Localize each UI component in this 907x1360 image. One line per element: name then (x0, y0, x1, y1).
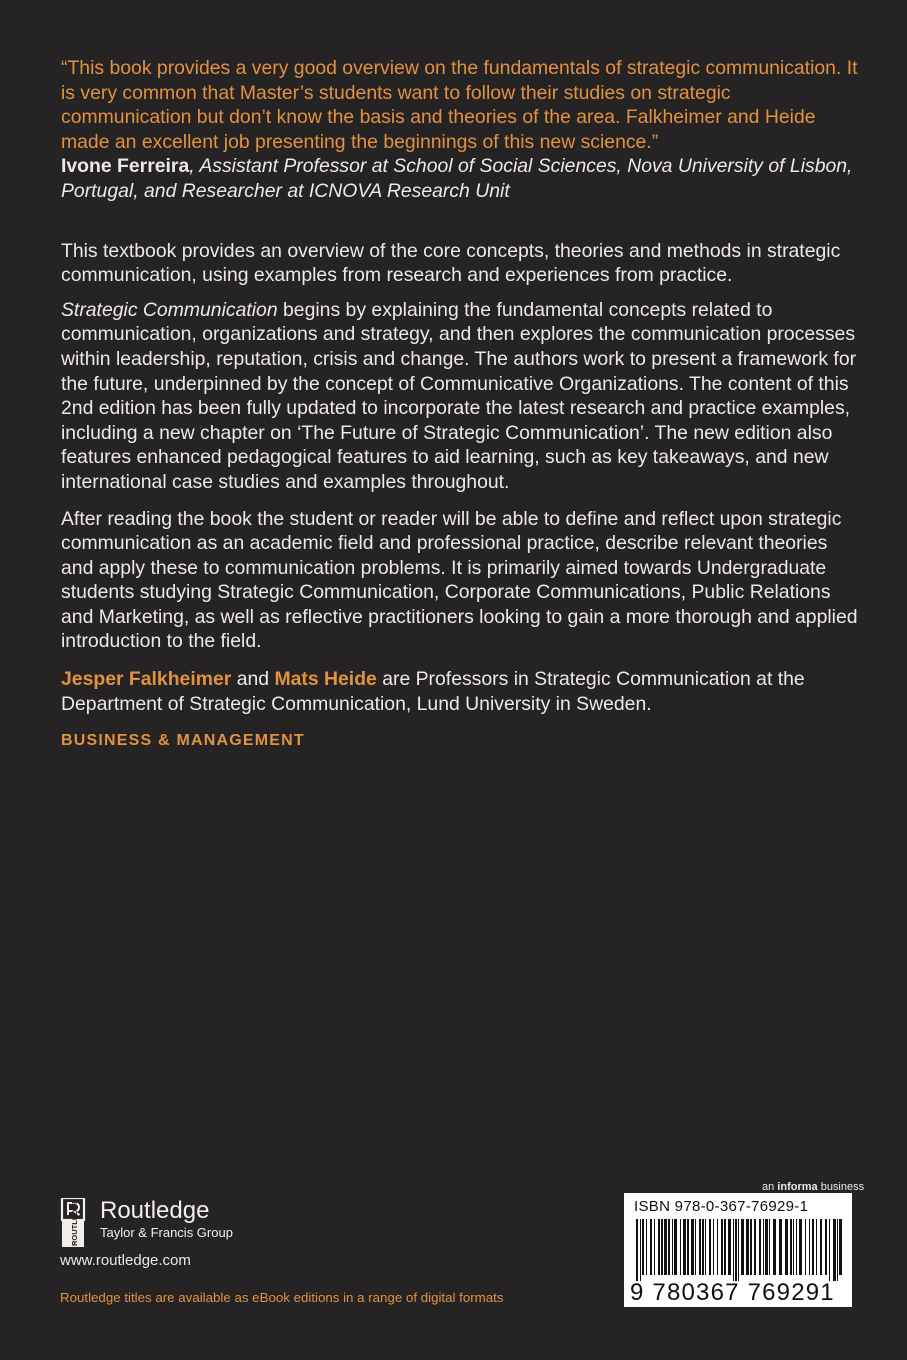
barcode-bar (812, 1219, 814, 1275)
barcode-bar (702, 1219, 704, 1275)
logo-vertical-text: ROUTLEDGE (70, 1198, 79, 1246)
barcode-bar (640, 1219, 641, 1281)
barcode-bar (799, 1219, 802, 1275)
barcode-bar (735, 1219, 737, 1281)
barcode-bar (668, 1219, 670, 1275)
informa-brand: informa (777, 1181, 818, 1193)
barcode-bar (759, 1219, 761, 1275)
barcode-bar (829, 1219, 830, 1281)
barcode-bar (738, 1219, 739, 1281)
barcode-bar (713, 1219, 714, 1275)
barcode-bar (721, 1219, 723, 1275)
ebook-note: Routledge titles are available as eBook editions in a range of digital formats (60, 1290, 504, 1305)
barcode-bar (672, 1219, 673, 1275)
barcode-bar (674, 1219, 677, 1275)
barcode-bar (728, 1219, 731, 1275)
barcode-bar (750, 1219, 752, 1275)
barcode-bar (664, 1219, 667, 1275)
barcode-bar (769, 1219, 770, 1275)
barcode-bar (661, 1219, 663, 1275)
barcode-bar (724, 1219, 726, 1275)
endorser-role: , Assistant Professor at School of Social Sciences, Nova University of Lisbon, Portugal, and Researcher at ICNOVA Research Unit (61, 155, 853, 202)
barcode-bar (833, 1219, 836, 1281)
barcode-bar (793, 1219, 794, 1275)
description-paragraph-3: After reading the book the student or reader will be able to define and reflect upon strategic communication as an academic field and professional practice, describe relevant theories and apply these to communication problems. It is primarily aimed towards Undergraduate students studying Strategic Communication, Corporate Communications, Public Relations and Marketing, as well as reflective practitioners looking to gain a more thorough and applied introduction to the field. (61, 507, 858, 653)
barcode-bar (733, 1219, 734, 1281)
barcode-bar (683, 1219, 686, 1275)
barcode-digits: 9 780367 769291 (630, 1279, 835, 1306)
barcode-bar (785, 1219, 788, 1275)
subject-category: BUSINESS & MANAGEMENT (61, 732, 305, 750)
publisher-group: Taylor & Francis Group (100, 1225, 233, 1240)
barcode-bar (654, 1219, 655, 1275)
barcode-bar (839, 1219, 842, 1275)
barcode-bar (765, 1219, 768, 1275)
barcode-bar (837, 1219, 838, 1281)
barcode-bar (717, 1219, 718, 1275)
description-paragraph-1: This textbook provides an overview of the core concepts, theories and methods in strategic communication, using examples from research and experiences from practice. (61, 239, 841, 287)
barcode-bar (820, 1219, 822, 1275)
barcode-bar (746, 1219, 749, 1275)
isbn-barcode (624, 1193, 852, 1307)
barcode-bar (695, 1219, 696, 1275)
barcode-bar (796, 1219, 797, 1275)
paragraph-2-text: begins by explaining the fundamental concepts related to communication, organizations and strategy, and then explores the communication processes within leadership, reputation, crisis and change. The authors work to present a framework for the future, underpinned by the concept of Communicative Organizations. The content of this 2nd edition has been fully updated to incorporate the latest research and practice examples, including a new chapter on ‘The Future of Strategic Communication’. The new edition also features enhanced pedagogical features to aid learning, such as key takeaways, and new international case studies and examples throughout. (61, 298, 857, 493)
publisher-name: Routledge (100, 1197, 210, 1224)
barcode-bar (754, 1219, 756, 1275)
routledge-logo-icon (60, 1198, 90, 1248)
barcode-bar (709, 1219, 711, 1275)
barcode-bar (741, 1219, 744, 1275)
barcode-bar (642, 1219, 644, 1275)
barcode-bar (763, 1219, 764, 1275)
barcode-bar (809, 1219, 810, 1275)
back-cover-content (61, 56, 861, 750)
endorsement-attribution (61, 154, 861, 203)
author-bio-text: are Professors in Strategic Communication at the Department of Strategic Communication, Lund University in Sweden. (61, 668, 805, 715)
author-bio (61, 667, 861, 716)
barcode-bar (825, 1219, 827, 1275)
barcode-bar (773, 1219, 776, 1275)
barcode-bars (636, 1219, 842, 1281)
barcode-bar (687, 1219, 689, 1275)
barcode-bar (705, 1219, 706, 1275)
barcode-bar (646, 1219, 647, 1275)
barcode-bar (658, 1219, 660, 1275)
barcode-bar (699, 1219, 701, 1275)
barcode-bar (779, 1219, 782, 1275)
barcode-bar (805, 1219, 806, 1275)
author-name-2: Mats Heide (274, 668, 377, 691)
barcode-bar (691, 1219, 694, 1275)
informa-suffix: business (817, 1181, 865, 1193)
publisher-block (60, 1198, 233, 1248)
barcode-bar (790, 1219, 792, 1275)
barcode-bar (636, 1219, 638, 1281)
endorsement-quote: “This book provides a very good overview on the fundamentals of strategic communication. It is very common that Master’s students want to follow their studies on strategic communication but don’t know the basis and theories of the area. Falkheimer and Heide made an excellent job presenting the beginnings of this new science.” (61, 57, 858, 153)
author-name-1: Jesper Falkheimer (61, 668, 232, 691)
informa-tagline (762, 1181, 864, 1193)
book-title-inline: Strategic Communication (61, 298, 278, 321)
author-and: and (231, 668, 275, 691)
isbn-label: ISBN 978-0-367-76929-1 (634, 1198, 809, 1215)
informa-prefix: an (762, 1181, 778, 1193)
description-paragraph-2 (61, 298, 861, 495)
publisher-website: www.routledge.com (60, 1252, 191, 1269)
barcode-bar (816, 1219, 817, 1275)
publisher-text (100, 1198, 233, 1242)
barcode-bar (680, 1219, 681, 1275)
endorser-name: Ivone Ferreira (61, 155, 190, 178)
barcode-bar (650, 1219, 652, 1275)
